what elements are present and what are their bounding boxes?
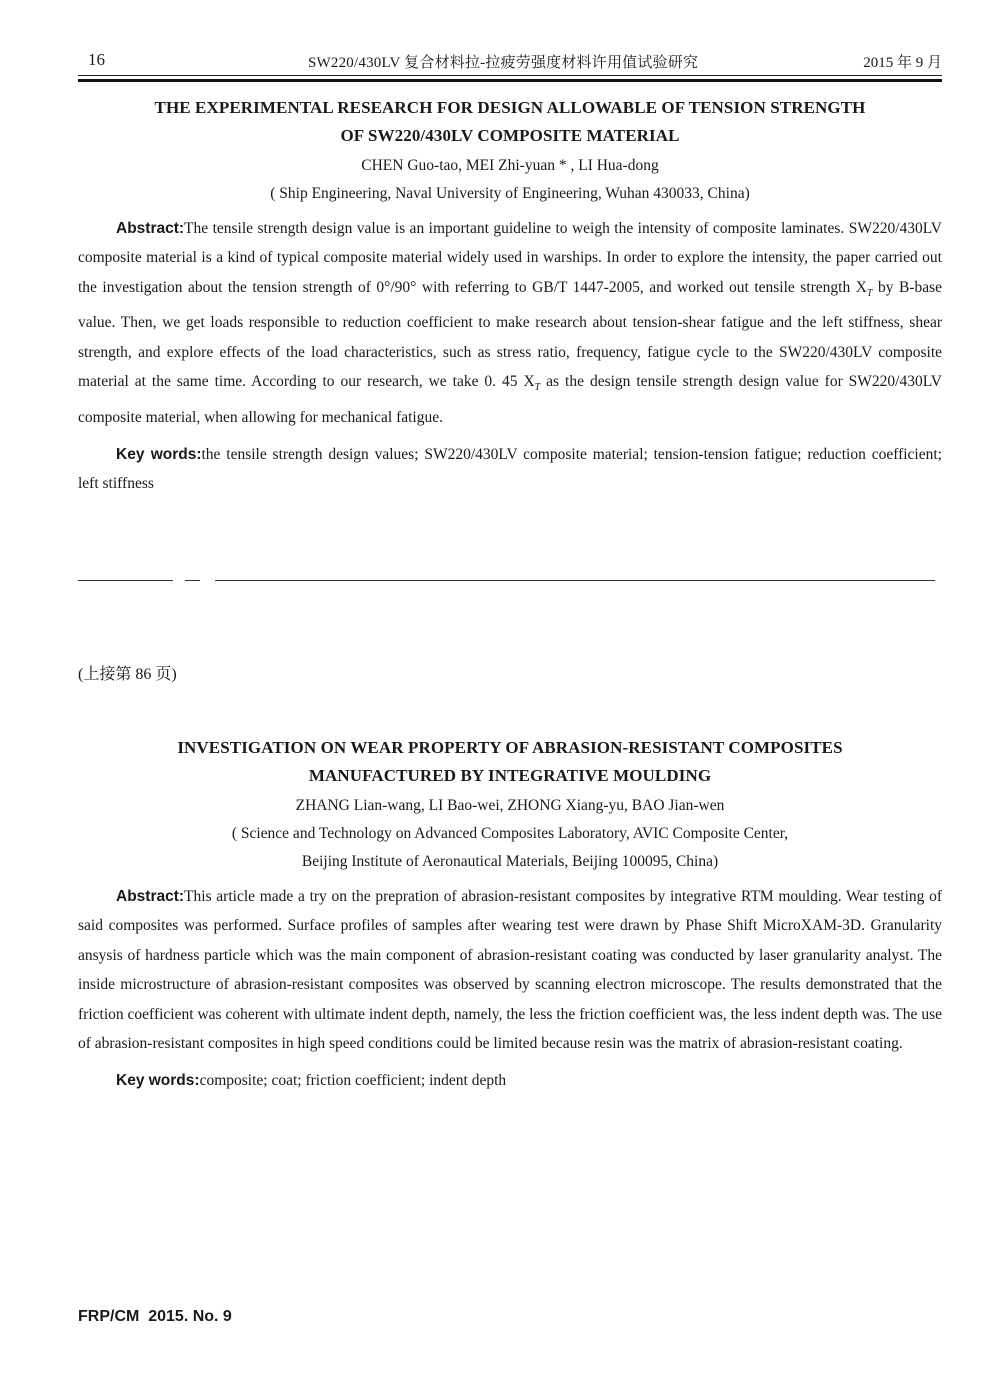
title-line: MANUFACTURED BY INTEGRATIVE MOULDING <box>308 766 712 785</box>
article-2 <box>78 734 942 1096</box>
title-line: INVESTIGATION ON WEAR PROPERTY OF ABRASION-RESISTANT COMPOSITES <box>177 738 843 757</box>
article-2-keywords <box>78 1066 942 1095</box>
article-2-title <box>78 734 942 790</box>
page-header <box>78 50 942 76</box>
continued-note: (上接第 86 页) <box>78 666 177 683</box>
journal-footer: FRP/CM 2015. No. 9 <box>78 1308 232 1325</box>
separator-line <box>78 580 173 581</box>
issue-date: 2015 年 9 月 <box>863 55 942 71</box>
subscript: T <box>866 287 873 299</box>
separator-line <box>215 580 935 581</box>
abstract-label: Abstract: <box>116 220 185 237</box>
article-1-authors: CHEN Guo-tao, MEI Zhi-yuan * , LI Hua-dong <box>361 157 659 174</box>
header-rule-thick <box>78 79 942 82</box>
keywords-label: Key words: <box>116 1072 200 1090</box>
title-line: THE EXPERIMENTAL RESEARCH FOR DESIGN ALLOWABLE OF TENSION STRENGTH <box>154 98 866 117</box>
article-1-title <box>78 94 942 150</box>
abstract-text: The tensile strength design value is an important guideline to weigh the intensity of composite laminates. SW220/430LV composite material is a kind of typical composite material widely used in warships. In order to explore the intensity, the paper carried out the investigation about the tension strength of 0°/90° with referring to GB/T 1447-2005, and worked out tensile strength X <box>78 220 942 296</box>
subscript: T <box>534 382 541 394</box>
article-2-abstract <box>78 882 942 1058</box>
abstract-label: Abstract: <box>116 888 185 905</box>
running-title: SW220/430LV 复合材料拉-拉疲劳强度材料许用值试验研究 <box>308 55 699 71</box>
article-1-abstract <box>78 214 942 432</box>
abstract-text: by B-base value. Then, we get loads responsible to reduction coefficient to make research about tension-shear fatigue and the left stiffness, shear strength, and explore effects of the load characteristics, such as stress ratio, frequency, fatigue cycle to the SW220/430LV composite material at the same time. According to our research, we take 0. 45 X <box>78 278 943 391</box>
article-2-affiliation: Beijing Institute of Aeronautical Materials, Beijing 100095, China) <box>301 853 719 870</box>
article-1-keywords <box>78 440 942 499</box>
keywords-label: Key words: <box>116 446 202 464</box>
abstract-text: This article made a try on the prepration of abrasion-resistant composites by integrative RTM moulding. Wear testing of said composites was performed. Surface profiles of samples after wearing test were drawn by Phase Shift MicroXAM-3D. Granularity ansysis of hardness particle which was the main component of abrasion-resistant coating was conducted by laser granularity analyst. The inside microstructure of abrasion-resistant composites was observed by scanning electron microscope. The results demonstrated that the friction coefficient was coherent with ultimate indent depth, namely, the less the friction coefficient was, the less indent depth was. The use of abrasion-resistant composites in high speed conditions could be limited because resin was the matrix of abrasion-resistant coating. <box>78 888 942 1053</box>
article-1-affiliation: ( Ship Engineering, Naval University of Engineering, Wuhan 430033, China) <box>270 185 750 202</box>
header-rule-thin <box>78 75 942 76</box>
title-line: OF SW220/430LV COMPOSITE MATERIAL <box>340 126 680 145</box>
keywords-text: the tensile strength design values; SW220/430LV composite material; tension-tension fatigue; reduction coefficient; left stiffness <box>78 446 942 493</box>
separator-line <box>185 580 200 581</box>
article-2-affiliation: ( Science and Technology on Advanced Composites Laboratory, AVIC Composite Center, <box>231 825 789 842</box>
abstract-text: as the design tensile strength design value for SW220/430LV composite material, when allowing for mechanical fatigue. <box>78 373 942 426</box>
article-1 <box>78 94 942 499</box>
article-2-authors: ZHANG Lian-wang, LI Bao-wei, ZHONG Xiang-yu, BAO Jian-wen <box>295 797 725 814</box>
keywords-text: composite; coat; friction coefficient; indent depth <box>199 1072 507 1090</box>
page-number: 16 <box>88 50 105 69</box>
